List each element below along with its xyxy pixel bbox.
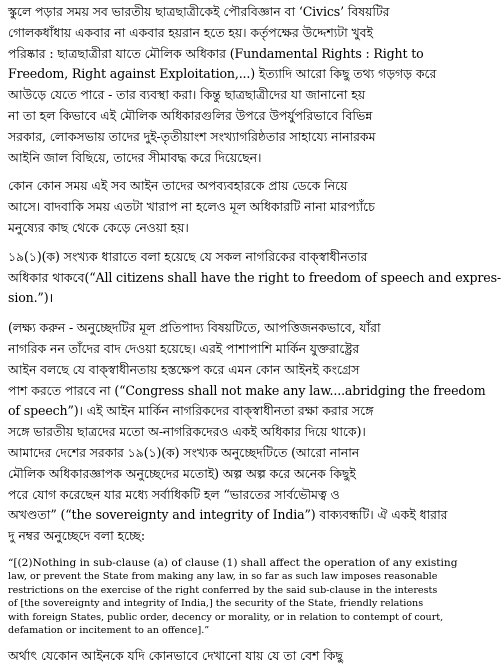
text-line: মনুষ্যের কাছ থেকে কেড়ে নেওয়া হয়।: [8, 219, 189, 235]
text-line: sion.”)।: [8, 290, 54, 306]
text-line: আইনি জাল বিছিয়ে, তাদের সীমাবদ্ধ করে দিয়েছেন।: [8, 149, 262, 165]
quote-line: restrictions on the exercise of the right conferred by the said sub-clause in the interests: [8, 584, 438, 596]
text-line: পরিষ্কার : ছাত্রছাত্রীরা যাতে মৌলিক অধিকার (Fundamental Rights : Right to: [8, 45, 424, 61]
paragraph-article-19: [8, 247, 501, 309]
text-line: স্কুলে পড়ার সময় সব ভারতীয় ছাত্রছাত্রীকেই পৌরবিজ্ঞান বা ‘Civics’ বিষয়টির: [8, 4, 390, 19]
text-line: কোন কোন সময় এই সব আইন তাদের অপব্যবহারকে প্রায় ডেকে নিয়ে: [8, 178, 348, 194]
text-line: অধিকার থাকবে(“All citizens shall have the right to freedom of speech and expres-: [8, 269, 501, 285]
text-line: পাশ করতে পারবে না (“Congress shall not make any law....abridging the freedom: [8, 382, 486, 398]
quote-line: with foreign States, public order, decency or morality, or in relation to contempt of court,: [8, 611, 444, 623]
text-line: দু নম্বর অনুচ্ছেদে বলা হচ্ছে:: [8, 528, 145, 544]
paragraph-law-misuse: [8, 176, 444, 238]
text-line: গোলকধাঁধায় একবার না একবার হয়রান হতে হয়। কর্তৃপক্ষের উদ্দেশ্যটা খুবই: [8, 24, 373, 40]
text-line: না তা হল কিভাবে এই মৌলিক অধিকারগুলির উপরে উপর্যুপরিভাবে বিভিন্ন: [8, 107, 373, 123]
quote-line: “[(2)Nothing in sub-clause (a) of clause (1) shall affect the operation of any existing: [8, 556, 458, 569]
quote-line: law, or prevent the State from making any law, in so far as such law imposes reasonable: [8, 571, 438, 583]
text-line: সরকার, লোকসভায় তাদের দুই-তৃতীয়াংশ সংখ্যাগরিষ্ঠতার সাহায্যে নানারকম: [8, 128, 376, 144]
text-line: আসে। বাদবাকি সময় এতটা খারাপ না হলেও মূল অধিকারটি নানা মারপ্যাঁচে: [8, 199, 375, 215]
block-quote-clause-2: [8, 556, 458, 638]
text-line: অখণ্ডতা” (“the sovereignty and integrity of India”) বাক্যবন্ধটি। ঐ একই ধারার: [8, 507, 448, 523]
quote-line: of [the sovereignty and integrity of India,] the security of the State, friendly relations: [8, 598, 424, 610]
paragraph-comparison: [8, 318, 486, 547]
quote-line: defamation or incitement to an offence].”: [8, 625, 210, 637]
paragraph-conclusion: [8, 646, 444, 667]
text-line: (লক্ষ্য করুন - অনুচ্ছেদটির মূল প্রতিপাদ্য বিষয়টিতে, আপত্তিজনকভাবে, যাঁরা: [8, 320, 381, 336]
text-line: আইন বলছে যে বাক্‌স্বাধীনতায় হস্তক্ষেপ করে এমন কোন আইনই কংগ্রেস: [8, 361, 360, 377]
text-line: আমাদের দেশের সরকার ১৯(১)(ক) সংখ্যক অনুচ্ছেদটিতে (আরো নানান: [8, 444, 360, 460]
paragraph-civics-intro: [8, 2, 444, 168]
text-line: of speech”)। এই আইন মার্কিন নাগরিকদের বাক্‌স্বাধীনতা রক্ষা করার সঙ্গে: [8, 403, 374, 419]
text-line: সঙ্গে ভারতীয় ছাত্রদের মতো অ-নাগরিকদেরও একই অধিকার দিয়ে থাকে)।: [8, 424, 366, 440]
text-line: ১৯(১)(ক) সংখ্যক ধারাতে বলা হয়েছে যে সকল নাগরিকের বাক্‌স্বাধীনতার: [8, 248, 368, 264]
text-line: অর্থাৎ যেকোন আইনকে যদি কোনভাবে দেখানো যায় যে তা বেশ কিছু: [8, 647, 343, 663]
document-page: [8, 2, 501, 667]
text-line: পরে যোগ করেছেন যার মধ্যে সর্বাধিকটি হল “ভারতের সার্বভৌমত্ব ও: [8, 486, 340, 502]
text-line: আউড়ে যেতে পারে - তার ব্যবস্থা করা। কিন্তু ছাত্রছাত্রীদের যা জানানো হয়: [8, 87, 365, 103]
text-line: Freedom, Right against Exploitation,...) ইত্যাদি আরো কিছু তথ্য গড়গড় করে: [8, 66, 437, 82]
text-line: নাগরিক নন তাঁদের বাদ দেওয়া হয়েছে। এরই পাশাপাশি মার্কিন যুক্তরাষ্ট্রের: [8, 340, 360, 356]
text-line: মৌলিক অধিকারজ্ঞাপক অনুচ্ছেদের মতোই) অল্প অল্প করে অনেক কিছুই: [8, 465, 356, 481]
